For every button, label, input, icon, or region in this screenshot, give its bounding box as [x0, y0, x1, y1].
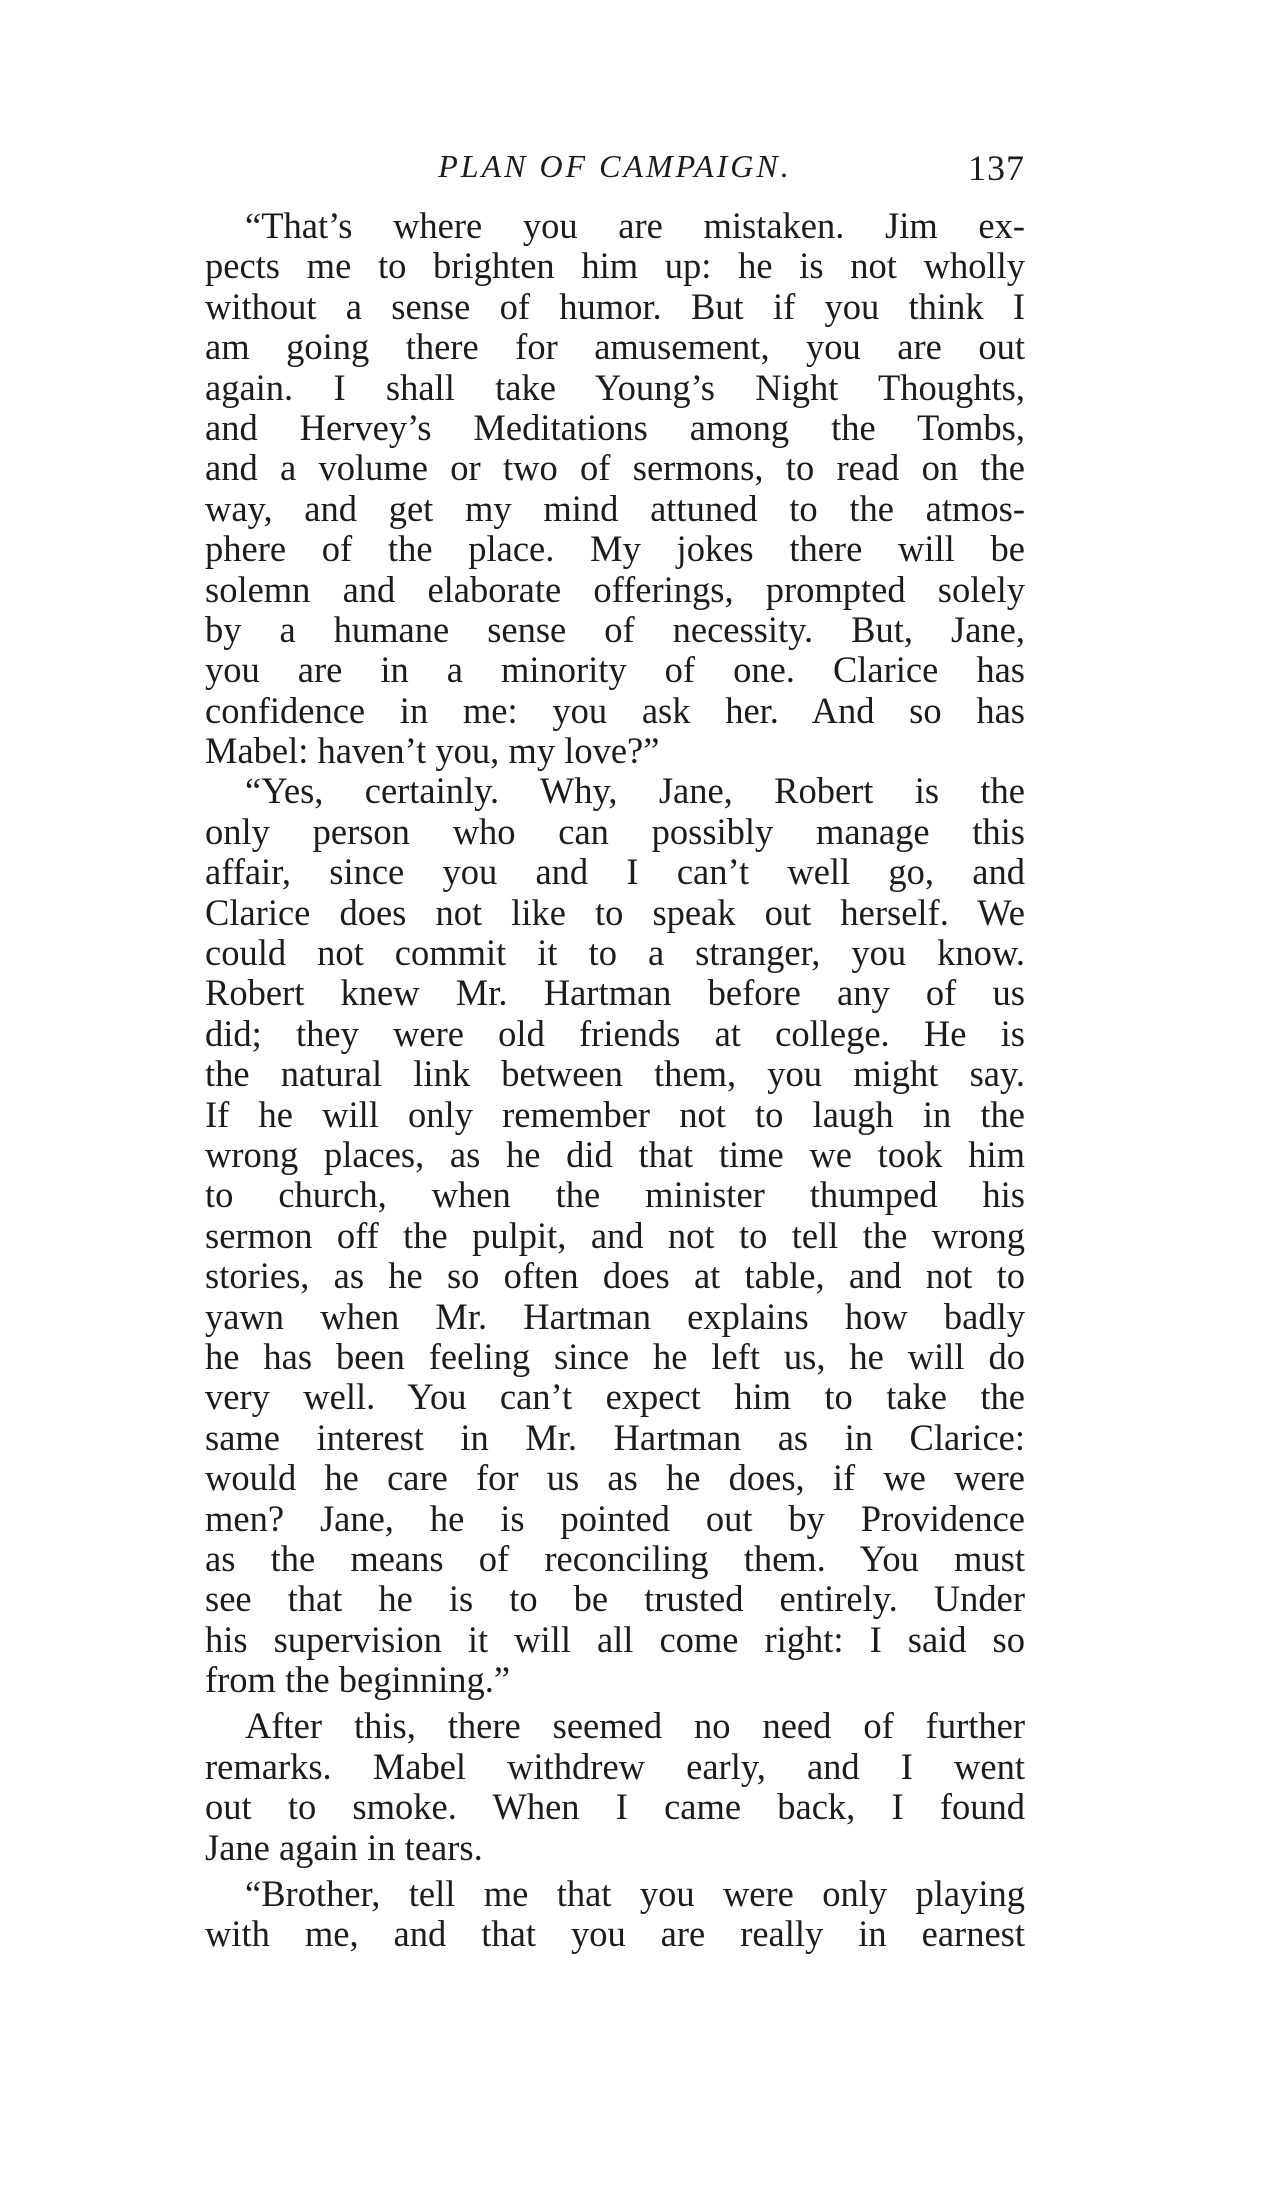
text-line: with me, and that you are really in earnest — [205, 1913, 1025, 1955]
text-line: his supervision it will all come right: I said so — [205, 1618, 1025, 1660]
text-line: If he will only remember not to laugh in the — [205, 1093, 1025, 1135]
body-text — [205, 206, 1025, 1955]
text-line: remarks. Mabel withdrew early, and I went — [205, 1745, 1025, 1787]
text-line: from the beginning.” — [205, 1659, 511, 1701]
text-line: sermon off the pulpit, and not to tell the wrong — [205, 1214, 1025, 1256]
text-line: Robert knew Mr. Hartman before any of us — [205, 972, 1025, 1014]
page-number: 137 — [968, 148, 1025, 188]
text-line: and Hervey’s Meditations among the Tombs, — [205, 406, 1025, 448]
paragraph — [205, 1874, 1025, 1955]
text-line: same interest in Mr. Hartman as in Clarice: — [205, 1416, 1025, 1458]
text-line: could not commit it to a stranger, you know. — [205, 932, 1025, 974]
text-line: to church, when the minister thumped his — [205, 1174, 1025, 1216]
text-line: as the means of reconciling them. You must — [205, 1537, 1025, 1579]
text-line: again. I shall take Young’s Night Thoughts, — [205, 366, 1025, 408]
text-line: very well. You can’t expect him to take the — [205, 1376, 1025, 1418]
text-line: stories, as he so often does at table, and not to — [205, 1255, 1025, 1297]
text-line: he has been feeling since he left us, he will do — [205, 1335, 1025, 1377]
text-line: wrong places, as he did that time we took him — [205, 1133, 1025, 1175]
text-line: way, and get my mind attuned to the atmos- — [205, 487, 1025, 529]
text-line: only person who can possibly manage this — [205, 810, 1025, 852]
text-line: pects me to brighten him up: he is not wholly — [205, 245, 1025, 287]
text-line: “That’s where you are mistaken. Jim ex- — [245, 205, 1025, 246]
text-line: am going there for amusement, you are out — [205, 326, 1025, 368]
text-line: by a humane sense of necessity. But, Jane, — [205, 608, 1025, 650]
text-line: Jane again in tears. — [205, 1826, 483, 1868]
text-line: yawn when Mr. Hartman explains how badly — [205, 1295, 1025, 1337]
text-line: Clarice does not like to speak out herself. We — [205, 891, 1025, 933]
running-head — [205, 146, 1025, 196]
paragraph — [205, 1706, 1025, 1868]
text-line: “Brother, tell me that you were only playing — [245, 1873, 1025, 1915]
text-line: out to smoke. When I came back, I found — [205, 1786, 1025, 1828]
text-line: affair, since you and I can’t well go, and — [205, 851, 1025, 893]
paragraph — [205, 771, 1025, 1700]
text-line: see that he is to be trusted entirely. Under — [205, 1578, 1025, 1620]
text-line: and a volume or two of sermons, to read on the — [205, 447, 1025, 489]
text-line: did; they were old friends at college. He is — [205, 1012, 1025, 1054]
text-line: would he care for us as he does, if we were — [205, 1457, 1025, 1499]
text-line: “Yes, certainly. Why, Jane, Robert is the — [245, 770, 1025, 812]
text-line: phere of the place. My jokes there will be — [205, 528, 1025, 570]
text-line: After this, there seemed no need of further — [245, 1705, 1025, 1747]
text-line: solemn and elaborate offerings, prompted solely — [205, 568, 1025, 610]
paragraph — [205, 206, 1025, 771]
text-line: men? Jane, he is pointed out by Providence — [205, 1497, 1025, 1539]
text-line: without a sense of humor. But if you think I — [205, 285, 1025, 327]
text-line: Mabel: haven’t you, my love?” — [205, 730, 660, 772]
text-line: confidence in me: you ask her. And so has — [205, 689, 1025, 731]
text-line: you are in a minority of one. Clarice has — [205, 649, 1025, 691]
text-line: the natural link between them, you might say. — [205, 1053, 1025, 1095]
running-title: PLAN OF CAMPAIGN. — [438, 148, 792, 184]
